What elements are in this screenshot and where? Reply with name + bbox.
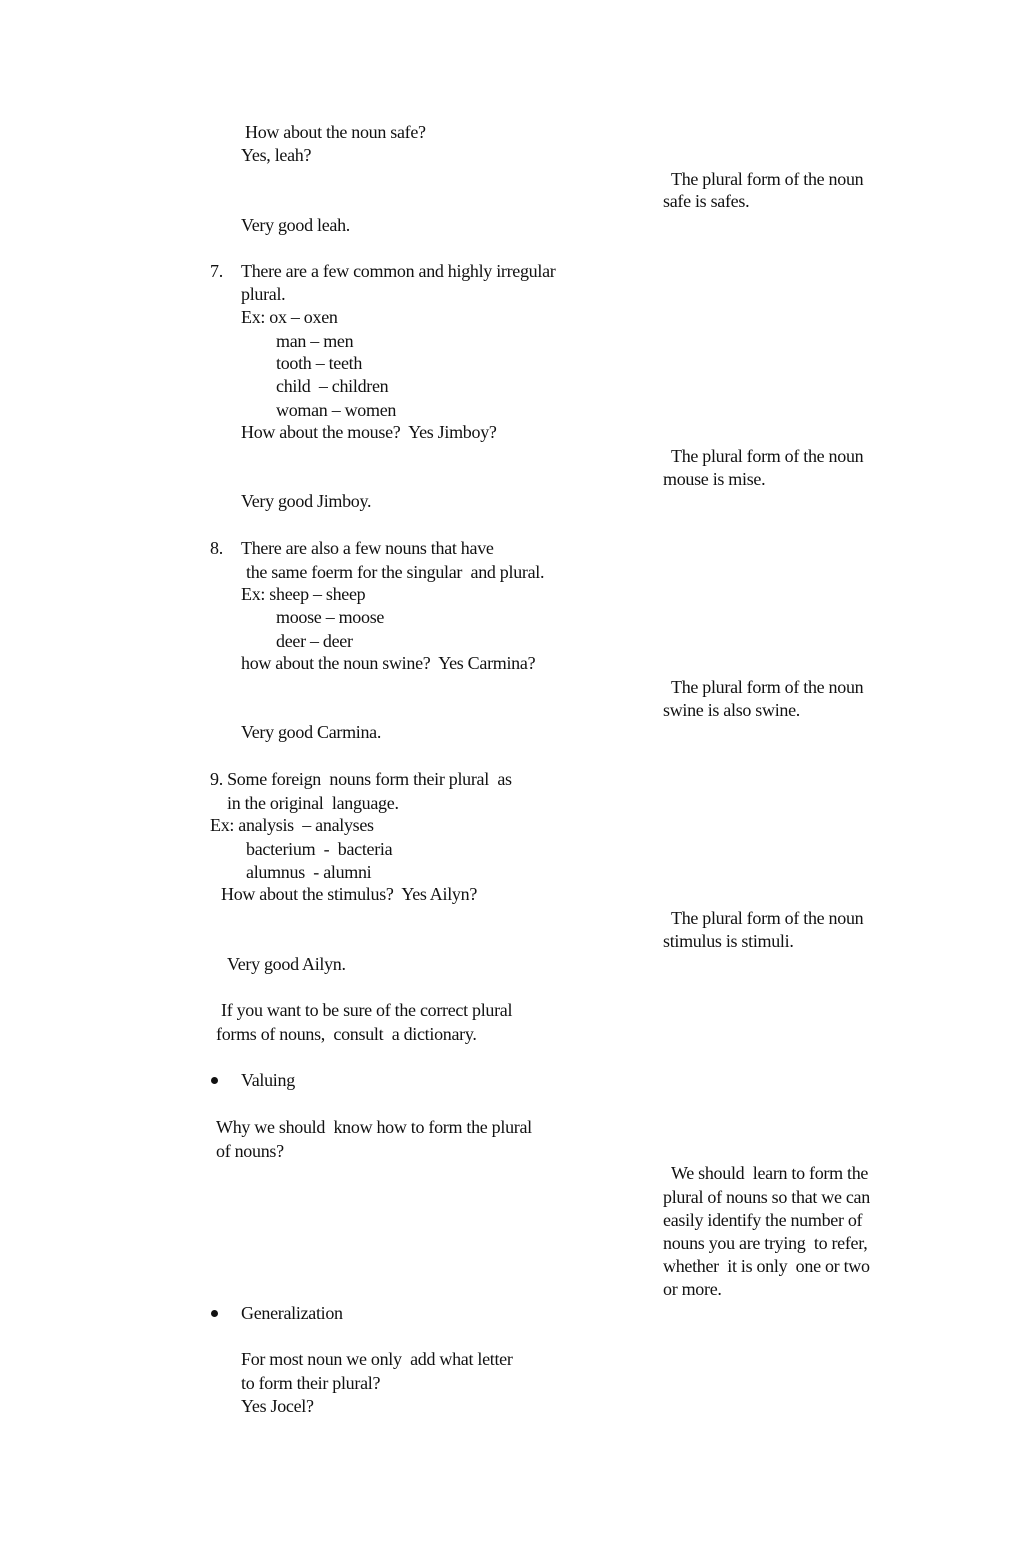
rule9-line2: in the original language. [227, 793, 399, 813]
rule8-line1: There are also a few nouns that have [241, 538, 494, 558]
student-valuing-answer-line: easily identify the number of [663, 1210, 863, 1230]
rule7-line2: plural. [241, 284, 286, 304]
rule7-question: How about the mouse? Yes Jimboy? [241, 422, 497, 442]
rule7-example: child – children [276, 376, 389, 396]
rule9-example: alumnus - alumni [246, 862, 372, 882]
generalization-heading: Generalization [241, 1303, 343, 1323]
valuing-question-line2: of nouns? [216, 1141, 284, 1161]
rule8-example-label: Ex: sheep – sheep [241, 584, 366, 604]
student-swine-answer-line1: The plural form of the noun [671, 677, 864, 697]
rule7-example: woman – women [276, 400, 397, 420]
valuing-question-line1: Why we should know how to form the plural [216, 1117, 532, 1137]
rule8-number: 8. [210, 538, 223, 558]
rule7-example: tooth – teeth [276, 353, 363, 373]
student-mouse-answer-line1: The plural form of the noun [671, 446, 864, 466]
rule9-praise: Very good Ailyn. [227, 954, 346, 974]
bullet-icon [211, 1310, 218, 1317]
student-stimulus-answer-line2: stimulus is stimuli. [663, 931, 794, 951]
rule7-number: 7. [210, 261, 223, 281]
teacher-safe-call: Yes, leah? [241, 145, 312, 165]
rule8-question: how about the noun swine? Yes Carmina? [241, 653, 536, 673]
generalization-line1: For most noun we only add what letter [241, 1349, 513, 1369]
student-valuing-answer-line: whether it is only one or two [663, 1256, 870, 1276]
student-valuing-answer-line: We should learn to form the [671, 1163, 869, 1183]
rule9-line1: 9. Some foreign nouns form their plural as [210, 769, 512, 789]
student-safe-answer-line1: The plural form of the noun [671, 169, 864, 189]
student-swine-answer-line2: swine is also swine. [663, 700, 800, 720]
rule8-praise: Very good Carmina. [241, 722, 382, 742]
student-safe-answer-line2: safe is safes. [663, 191, 750, 211]
rule9-question: How about the stimulus? Yes Ailyn? [221, 884, 478, 904]
rule9-example: bacterium - bacteria [246, 839, 393, 859]
dictionary-note-line1: If you want to be sure of the correct plural [221, 1000, 513, 1020]
rule7-example-label: Ex: ox – oxen [241, 307, 338, 327]
valuing-heading: Valuing [241, 1070, 295, 1090]
dictionary-note-line2: forms of nouns, consult a dictionary. [216, 1024, 477, 1044]
teacher-safe-question: How about the noun safe? [245, 122, 426, 142]
student-stimulus-answer-line1: The plural form of the noun [671, 908, 864, 928]
rule8-example: deer – deer [276, 631, 353, 651]
rule7-example: man – men [276, 331, 354, 351]
rule7-praise: Very good Jimboy. [241, 491, 372, 511]
bullet-icon [211, 1077, 218, 1084]
generalization-line2: to form their plural? [241, 1373, 381, 1393]
teacher-safe-praise: Very good leah. [241, 215, 350, 235]
student-mouse-answer-line2: mouse is mise. [663, 469, 766, 489]
generalization-line3: Yes Jocel? [241, 1396, 314, 1416]
rule9-example-label: Ex: analysis – analyses [210, 815, 374, 835]
rule7-line1: There are a few common and highly irregular [241, 261, 556, 281]
student-valuing-answer-line: nouns you are trying to refer, [663, 1233, 868, 1253]
rule8-example: moose – moose [276, 607, 385, 627]
student-valuing-answer-line: or more. [663, 1279, 722, 1299]
student-valuing-answer-line: plural of nouns so that we can [663, 1187, 870, 1207]
rule8-line2: the same foerm for the singular and plural. [246, 562, 545, 582]
